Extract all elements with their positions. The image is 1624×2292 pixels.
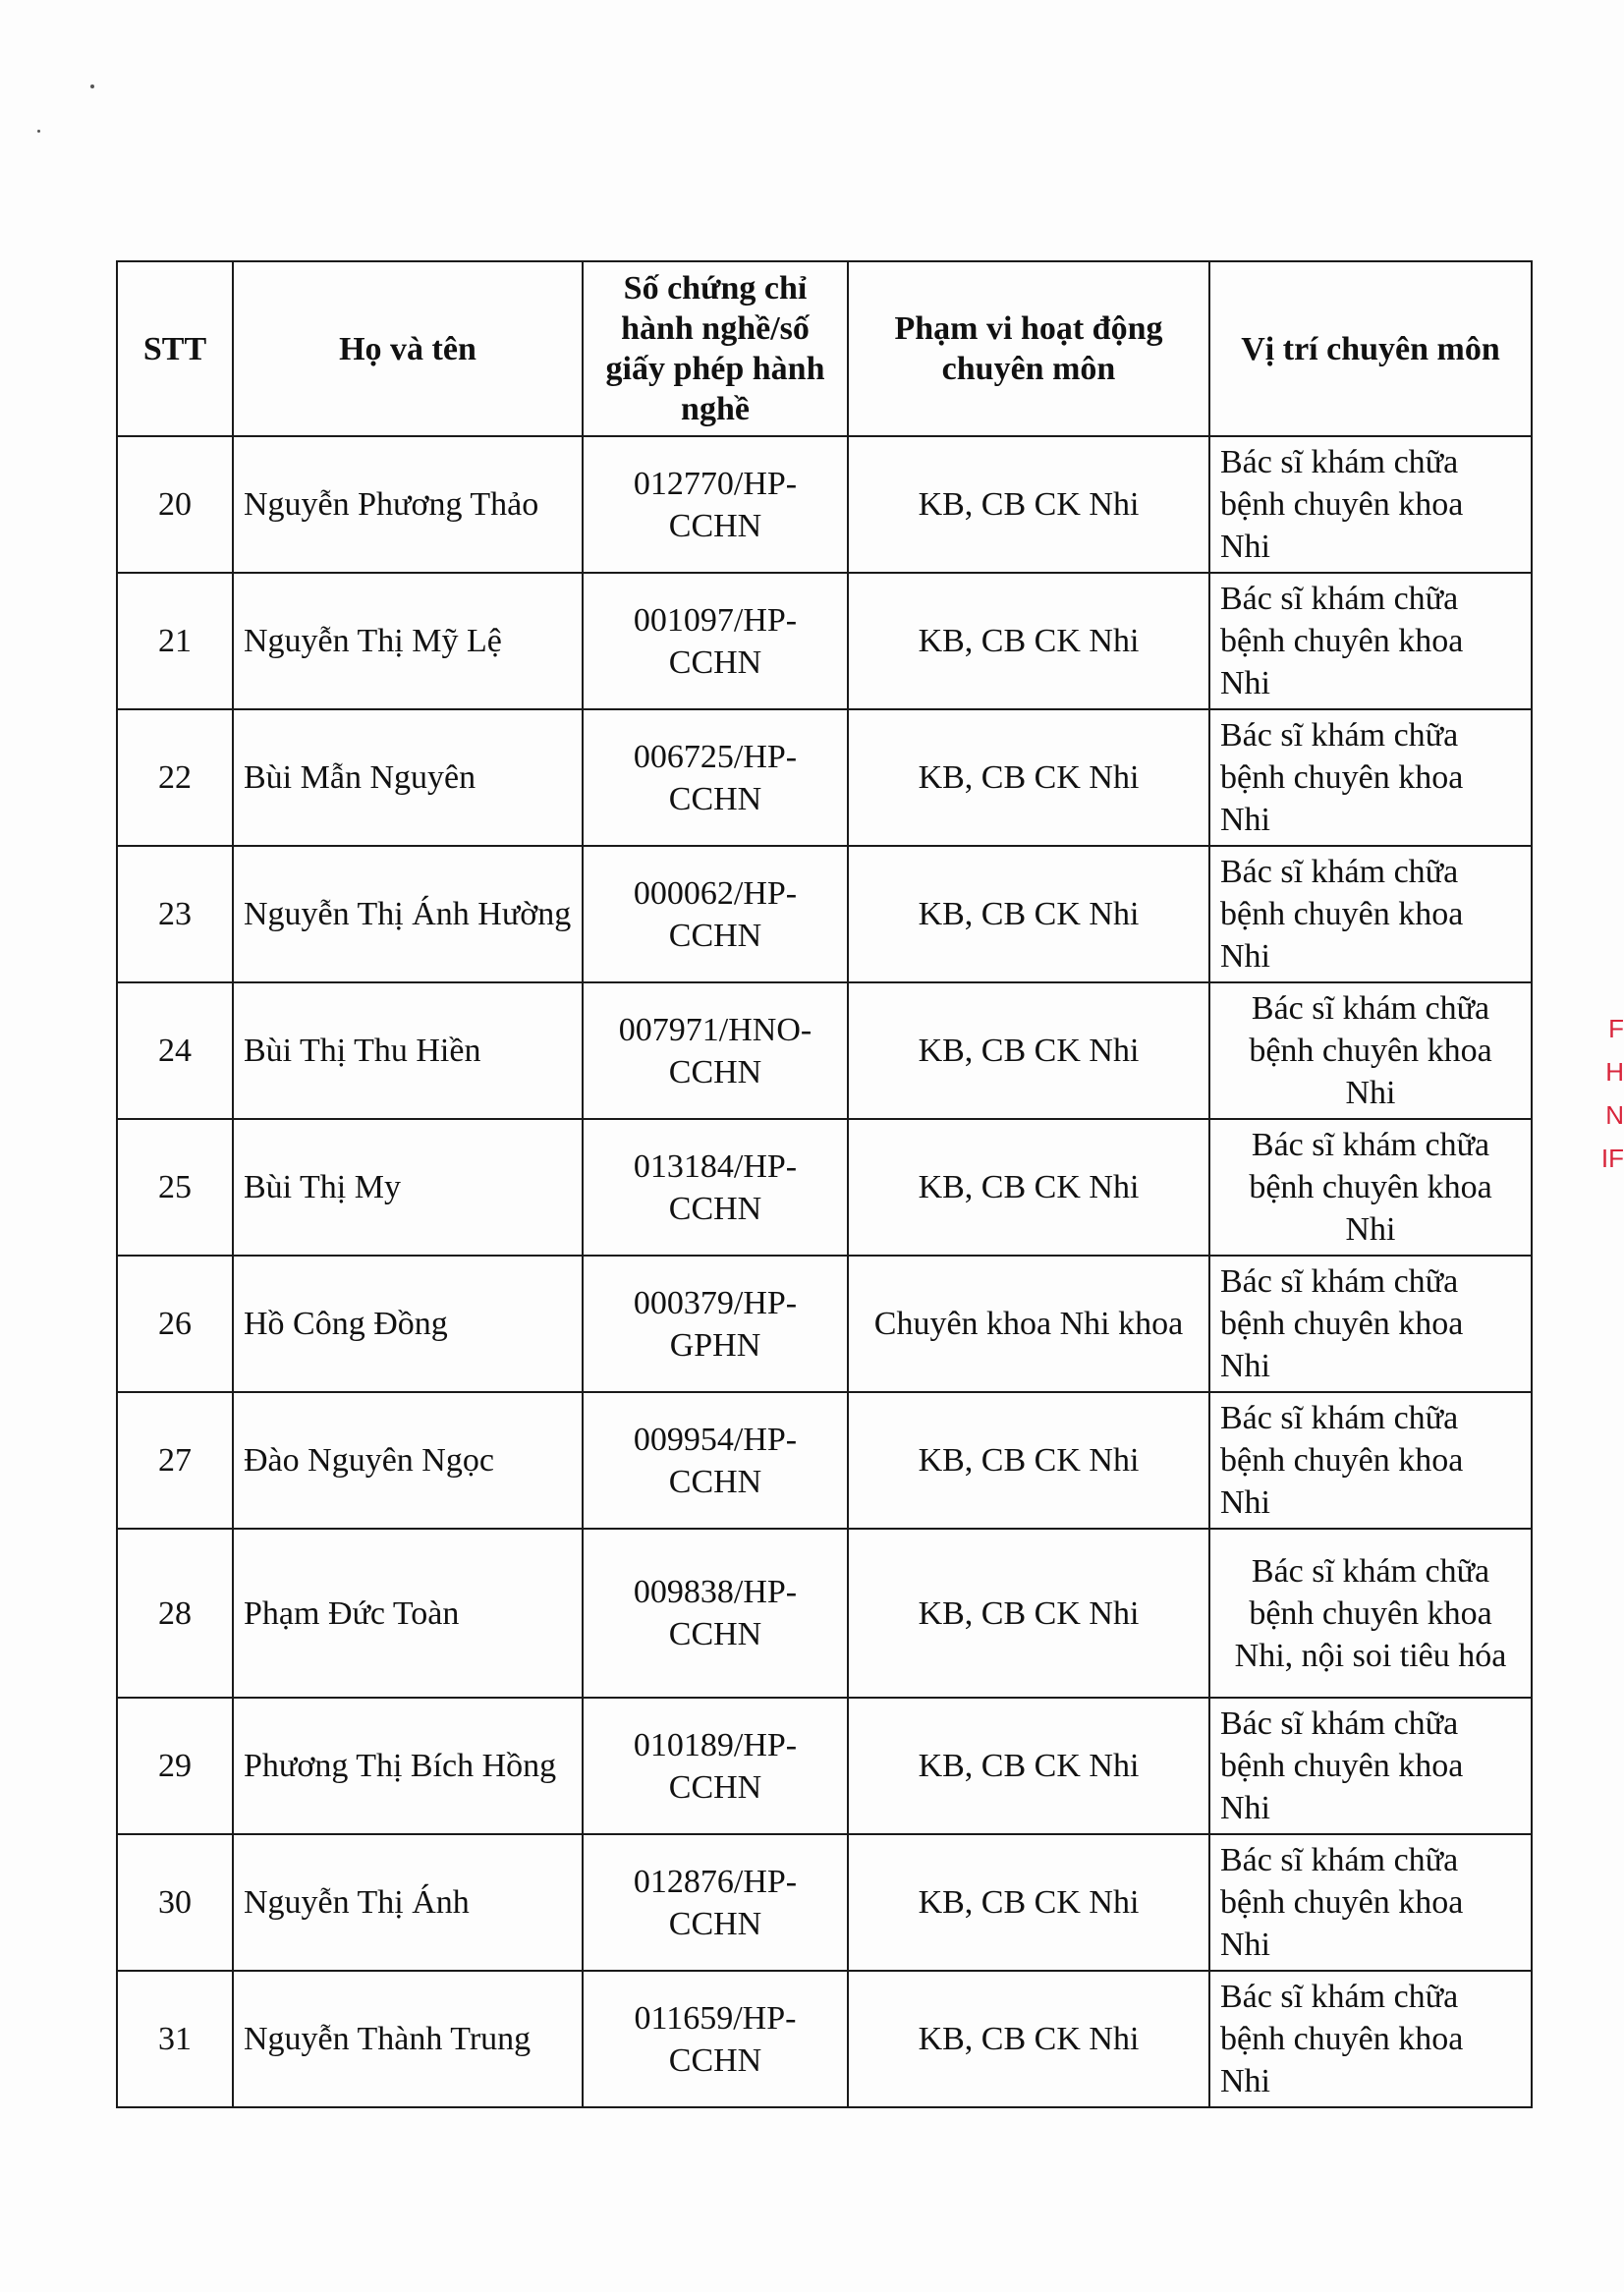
cell-stt: 22 — [117, 709, 233, 846]
cell-position: Bác sĩ khám chữa bệnh chuyên khoa Nhi — [1209, 1119, 1532, 1256]
table-row — [117, 982, 1532, 1119]
cell-name: Đào Nguyên Ngọc — [233, 1392, 583, 1529]
cell-position: Bác sĩ khám chữa bệnh chuyên khoa Nhi — [1209, 1698, 1532, 1834]
table-header-row — [117, 261, 1532, 436]
cell-cert: 000379/HP-GPHN — [583, 1256, 848, 1392]
margin-mark: IF — [1600, 1144, 1624, 1173]
cell-name: Nguyễn Thị Mỹ Lệ — [233, 573, 583, 709]
cell-cert: 009954/HP-CCHN — [583, 1392, 848, 1529]
cell-name: Nguyễn Thành Trung — [233, 1971, 583, 2107]
cell-name: Bùi Mẫn Nguyên — [233, 709, 583, 846]
red-margin-marks — [1585, 1007, 1624, 1282]
cell-cert: 009838/HP-CCHN — [583, 1529, 848, 1698]
cell-cert: 010189/HP-CCHN — [583, 1698, 848, 1834]
table-row — [117, 573, 1532, 709]
cell-scope: KB, CB CK Nhi — [848, 436, 1209, 573]
cell-stt: 24 — [117, 982, 233, 1119]
cell-position: Bác sĩ khám chữa bệnh chuyên khoa Nhi — [1209, 436, 1532, 573]
cell-scope: KB, CB CK Nhi — [848, 982, 1209, 1119]
table-row — [117, 436, 1532, 573]
header-position: Vị trí chuyên môn — [1209, 261, 1532, 436]
header-stt: STT — [117, 261, 233, 436]
table-row — [117, 1971, 1532, 2107]
cell-name: Nguyễn Thị Ánh Hường — [233, 846, 583, 982]
scan-speck — [37, 130, 40, 133]
cell-stt: 21 — [117, 573, 233, 709]
scan-speck — [90, 84, 94, 88]
cell-cert: 013184/HP-CCHN — [583, 1119, 848, 1256]
cell-scope: KB, CB CK Nhi — [848, 1971, 1209, 2107]
cell-position: Bác sĩ khám chữa bệnh chuyên khoa Nhi, nội soi tiêu hóa — [1209, 1529, 1532, 1698]
table-row — [117, 1698, 1532, 1834]
cell-cert: 001097/HP-CCHN — [583, 573, 848, 709]
cell-stt: 23 — [117, 846, 233, 982]
cell-scope: KB, CB CK Nhi — [848, 1529, 1209, 1698]
cell-scope: Chuyên khoa Nhi khoa — [848, 1256, 1209, 1392]
cell-cert: 012770/HP-CCHN — [583, 436, 848, 573]
cell-cert: 011659/HP-CCHN — [583, 1971, 848, 2107]
cell-scope: KB, CB CK Nhi — [848, 573, 1209, 709]
cell-name: Bùi Thị Thu Hiền — [233, 982, 583, 1119]
cell-cert: 000062/HP-CCHN — [583, 846, 848, 982]
cell-stt: 27 — [117, 1392, 233, 1529]
cell-name: Nguyễn Phương Thảo — [233, 436, 583, 573]
cell-position: Bác sĩ khám chữa bệnh chuyên khoa Nhi — [1209, 1971, 1532, 2107]
margin-mark: H — [1605, 1057, 1624, 1087]
cell-cert: 006725/HP-CCHN — [583, 709, 848, 846]
cell-name: Bùi Thị My — [233, 1119, 583, 1256]
cell-scope: KB, CB CK Nhi — [848, 709, 1209, 846]
margin-mark: N — [1605, 1100, 1624, 1130]
cell-name: Phạm Đức Toàn — [233, 1529, 583, 1698]
cell-position: Bác sĩ khám chữa bệnh chuyên khoa Nhi — [1209, 709, 1532, 846]
table-row — [117, 709, 1532, 846]
cell-position: Bác sĩ khám chữa bệnh chuyên khoa Nhi — [1209, 846, 1532, 982]
header-scope: Phạm vi hoạt động chuyên môn — [848, 261, 1209, 436]
cell-cert: 007971/HNO-CCHN — [583, 982, 848, 1119]
table-row — [117, 1834, 1532, 1971]
cell-stt: 25 — [117, 1119, 233, 1256]
cell-position: Bác sĩ khám chữa bệnh chuyên khoa Nhi — [1209, 573, 1532, 709]
cell-scope: KB, CB CK Nhi — [848, 846, 1209, 982]
cell-scope: KB, CB CK Nhi — [848, 1119, 1209, 1256]
cell-stt: 28 — [117, 1529, 233, 1698]
table-row — [117, 1529, 1532, 1698]
cell-scope: KB, CB CK Nhi — [848, 1698, 1209, 1834]
staff-table — [116, 260, 1533, 2108]
cell-scope: KB, CB CK Nhi — [848, 1392, 1209, 1529]
table-row — [117, 1392, 1532, 1529]
cell-position: Bác sĩ khám chữa bệnh chuyên khoa Nhi — [1209, 982, 1532, 1119]
header-name: Họ và tên — [233, 261, 583, 436]
table-row — [117, 1119, 1532, 1256]
cell-stt: 29 — [117, 1698, 233, 1834]
cell-scope: KB, CB CK Nhi — [848, 1834, 1209, 1971]
cell-stt: 31 — [117, 1971, 233, 2107]
cell-name: Phương Thị Bích Hồng — [233, 1698, 583, 1834]
header-cert: Số chứng chỉ hành nghề/số giấy phép hành nghề — [583, 261, 848, 436]
cell-name: Hồ Công Đồng — [233, 1256, 583, 1392]
cell-cert: 012876/HP-CCHN — [583, 1834, 848, 1971]
cell-position: Bác sĩ khám chữa bệnh chuyên khoa Nhi — [1209, 1256, 1532, 1392]
cell-stt: 20 — [117, 436, 233, 573]
table-row — [117, 1256, 1532, 1392]
cell-name: Nguyễn Thị Ánh — [233, 1834, 583, 1971]
margin-mark: F — [1608, 1014, 1624, 1043]
cell-stt: 30 — [117, 1834, 233, 1971]
cell-position: Bác sĩ khám chữa bệnh chuyên khoa Nhi — [1209, 1392, 1532, 1529]
table-row — [117, 846, 1532, 982]
cell-stt: 26 — [117, 1256, 233, 1392]
cell-position: Bác sĩ khám chữa bệnh chuyên khoa Nhi — [1209, 1834, 1532, 1971]
